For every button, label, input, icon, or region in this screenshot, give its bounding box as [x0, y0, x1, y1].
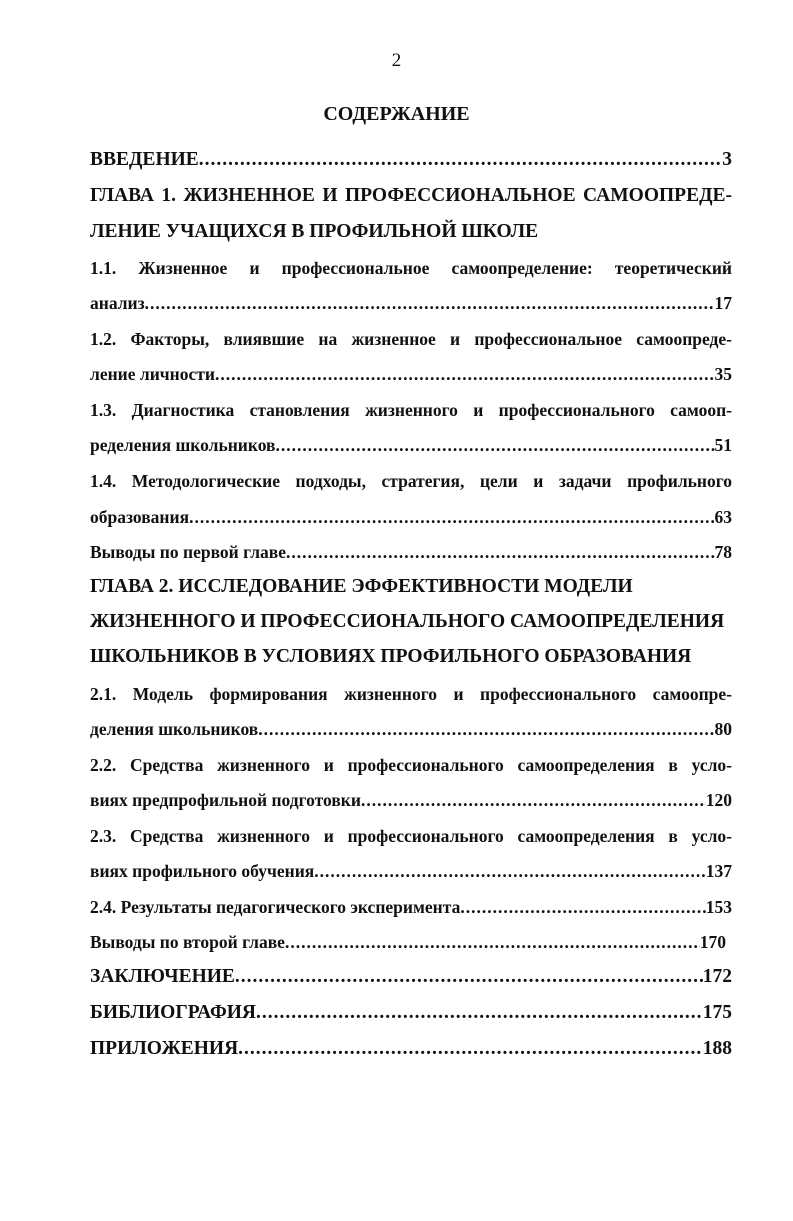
toc-section-2-1[interactable] [90, 716, 732, 742]
toc-page-number: 170 [699, 932, 726, 952]
toc-bibliography[interactable] [90, 1000, 732, 1026]
toc-page-number: 188 [702, 1038, 732, 1059]
toc-page-number: 3 [722, 149, 732, 170]
toc-entry-text: ление личности [90, 364, 215, 384]
toc-section-1-4[interactable] [90, 504, 732, 530]
toc-section-2-2[interactable] [90, 787, 732, 813]
toc-section-1-3-line1[interactable]: 1.3. Диагностика становления жизненного и профессионального самооп- [90, 400, 732, 420]
leader-dots [199, 147, 722, 173]
leader-dots [285, 929, 700, 955]
leader-dots [276, 432, 715, 458]
toc-page-number: 63 [714, 507, 732, 527]
toc-page-number: 153 [705, 897, 732, 917]
toc-chapter-1-heading-line2[interactable]: ЛЕНИЕ УЧАЩИХСЯ В ПРОФИЛЬНОЙ ШКОЛЕ [90, 221, 539, 242]
toc-title: СОДЕРЖАНИЕ [323, 103, 470, 125]
toc-page-number: 120 [705, 790, 732, 810]
toc-entry-text: виях предпрофильной подготовки [90, 790, 361, 810]
toc-entry-text: Выводы по второй главе [90, 932, 285, 952]
toc-section-1-4-line1[interactable]: 1.4. Методологические подходы, стратегия, цели и задачи профильного [90, 471, 732, 491]
toc-page-number: 17 [714, 293, 732, 313]
toc-conclusion[interactable] [90, 964, 732, 990]
toc-section-2-1-line1[interactable]: 2.1. Модель формирования жизненного и профессионального самоопре- [90, 684, 732, 704]
toc-page-number: 51 [714, 435, 732, 455]
toc-page-number: 137 [705, 861, 732, 881]
leader-dots [145, 290, 715, 316]
toc-entry-text: 2.4. Результаты педагогического эксперимента [90, 897, 461, 917]
toc-section-1-2[interactable] [90, 361, 732, 387]
leader-dots [256, 1000, 703, 1026]
leader-dots [189, 504, 714, 530]
toc-section-1-1-line1[interactable]: 1.1. Жизненное и профессиональное самоопределение: теоретический [90, 258, 732, 278]
toc-section-2-3[interactable] [90, 858, 732, 884]
toc-chapter-1-heading-line1[interactable]: ГЛАВА 1. ЖИЗНЕННОЕ И ПРОФЕССИОНАЛЬНОЕ САМООПРЕДЕ- [90, 185, 732, 206]
toc-page-number: 35 [714, 364, 732, 384]
toc-entry-text: виях профильного обучения [90, 861, 315, 881]
toc-section-1-1[interactable] [90, 290, 732, 316]
toc-entry-text: ПРИЛОЖЕНИЯ [90, 1038, 239, 1059]
toc-entry-text: Выводы по первой главе [90, 542, 286, 562]
toc-appendices[interactable] [90, 1036, 732, 1062]
toc-section-1-3[interactable] [90, 432, 732, 458]
toc-entry-text: ВВЕДЕНИЕ [90, 149, 199, 170]
toc-entry-text: образования [90, 507, 190, 527]
leader-dots [314, 858, 705, 884]
toc-section-2-2-line1[interactable]: 2.2. Средства жизненного и профессионального самоопределения в усло- [90, 755, 732, 775]
toc-entry-text: деления школьников [90, 719, 259, 739]
toc-chapter-2-heading-line1[interactable]: ГЛАВА 2. ИССЛЕДОВАНИЕ ЭФФЕКТИВНОСТИ МОДЕЛИ [90, 576, 633, 597]
toc-entry-text: анализ [90, 293, 145, 313]
leader-dots [235, 964, 703, 990]
toc-page-number: 80 [714, 719, 732, 739]
toc-section-1-2-line1[interactable]: 1.2. Факторы, влиявшие на жизненное и профессиональное самоопреде- [90, 329, 732, 349]
toc-page-number: 78 [714, 542, 732, 562]
toc-chapter-2-heading-line2[interactable]: ЖИЗНЕННОГО И ПРОФЕССИОНАЛЬНОГО САМООПРЕДЕЛЕНИЯ [90, 611, 725, 632]
toc-entry-text: ЗАКЛЮЧЕНИЕ [90, 966, 235, 987]
toc-entry-text: ределения школьников [90, 435, 276, 455]
toc-entry-text: БИБЛИОГРАФИЯ [90, 1002, 257, 1023]
toc-section-2-4[interactable] [90, 894, 732, 920]
leader-dots [238, 1036, 703, 1062]
toc-conclusions-chapter-2[interactable] [90, 929, 726, 955]
toc-entry-introduction[interactable] [90, 147, 732, 173]
leader-dots [215, 361, 715, 387]
leader-dots [258, 716, 714, 742]
toc-conclusions-chapter-1[interactable] [90, 539, 732, 565]
leader-dots [286, 539, 715, 565]
page-number: 2 [391, 50, 402, 71]
toc-page-number: 175 [702, 1002, 732, 1023]
toc-chapter-2-heading-line3[interactable]: ШКОЛЬНИКОВ В УСЛОВИЯХ ПРОФИЛЬНОГО ОБРАЗОВАНИЯ [90, 646, 692, 667]
leader-dots [460, 894, 705, 920]
toc-page-number: 172 [702, 966, 732, 987]
leader-dots [361, 787, 706, 813]
toc-section-2-3-line1[interactable]: 2.3. Средства жизненного и профессионального самоопределения в усло- [90, 826, 732, 846]
